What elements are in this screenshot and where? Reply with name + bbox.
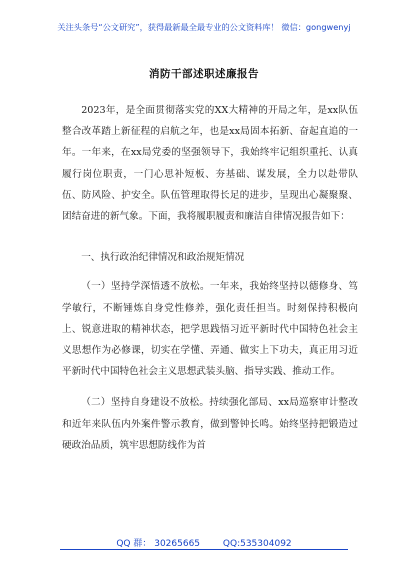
section-paragraph-1: （一）坚持学深悟透不放松。一年来，我始终坚持以德修身、笃学敏行，不断锤炼自身党性修养，强化责任担当。时刻保持积极向上、锐意进取的精神状态，把学思践悟习近平新时代中国特色社会主义思想作为必修课，切实在学懂、弄通、做实上下功夫，真正用习近平新时代中国特色社会主义思想武装头脑、指导实践、推动工作。 (62, 281, 358, 378)
footer-qq: QQ:535304092 (222, 539, 292, 549)
header-notice: 关注头条号“公文研究”，获得最新最全最专业的公文资料库！ 微信：gongwenyj (57, 22, 351, 32)
section-heading: 一、执行政治纪律情况和政治规矩情况 (81, 252, 245, 264)
document-body (62, 100, 358, 456)
section-paragraph-2: （二）坚持自身建设不放松。持续强化部局、xx局巡察审计整改和近年来队伍内外案件警示教育，做到警钟长鸣。始终坚持把锻造过硬政治品质，筑牢思想防线作为首 (62, 397, 358, 451)
footer-qq-group: QQ 群： 30265665 (116, 539, 201, 549)
footer-divider (60, 549, 348, 550)
intro-paragraph: 2023年，是全面贯彻落实党的XX大精神的开局之年，是xx队伍整合改革踏上新征程的启航之年，也是xx局固本拓新、奋起直追的一年。一年来，在xx局党委的坚强领导下，我始终牢记组织重托、认真履行岗位职责，一门心思补短板、夯基础、谋发展，全力以赴带队伍、防风险、护安全。队伍管理取得长足的进步，呈现出心凝聚聚、团结奋进的新气象。下面，我将履职履责和廉洁自律情况报告如下： (62, 105, 358, 223)
page-title: 消防干部述职述廉报告 (149, 68, 259, 80)
footer-contact (0, 536, 408, 549)
